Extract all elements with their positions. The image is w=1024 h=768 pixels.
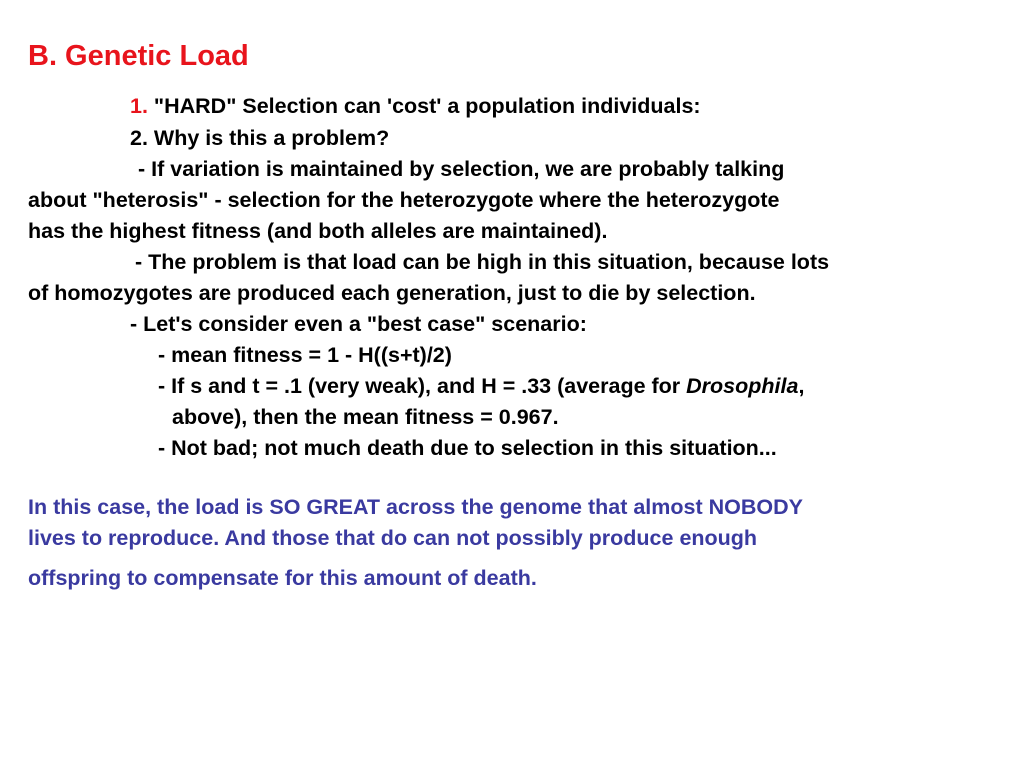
point-1-text: "HARD" Selection can 'cost' a population individuals: — [147, 94, 701, 118]
above-line: above), then the mean fitness = 0.967. — [172, 405, 559, 429]
best-case-line: - Let's consider even a "best case" scenario: — [130, 312, 587, 336]
not-bad-line: - Not bad; not much death due to selection in this situation... — [158, 436, 777, 460]
point-1-number: 1. — [130, 94, 148, 118]
heterosis-line-1: - If variation is maintained by selection, we are probably talking — [138, 157, 785, 181]
heterosis-line-2: about "heterosis" - selection for the heterozygote where the heterozygote — [28, 188, 780, 212]
if-s-and-t-line — [158, 376, 804, 398]
drosophila-italic: Drosophila — [686, 374, 799, 398]
problem-line-1: - The problem is that load can be high in this situation, because lots — [135, 250, 830, 274]
slide-title: B. Genetic Load — [28, 40, 249, 72]
point-1 — [130, 96, 701, 118]
point-2: 2. Why is this a problem? — [130, 126, 390, 150]
if-line-comma: , — [798, 374, 805, 398]
mean-fitness-line: - mean fitness = 1 - H((s+t)/2) — [158, 343, 452, 367]
problem-line-2: of homozygotes are produced each generation, just to die by selection. — [28, 281, 756, 305]
conclusion-line-3: offspring to compensate for this amount of death. — [28, 566, 537, 590]
if-line-text: - If s and t = .1 (very weak), and H = .33 (average for — [158, 374, 687, 398]
heterosis-line-3: has the highest fitness (and both alleles are maintained). — [28, 219, 608, 243]
conclusion-line-1: In this case, the load is SO GREAT across the genome that almost NOBODY — [28, 495, 803, 519]
conclusion-line-2: lives to reproduce. And those that do can not possibly produce enough — [28, 526, 758, 550]
